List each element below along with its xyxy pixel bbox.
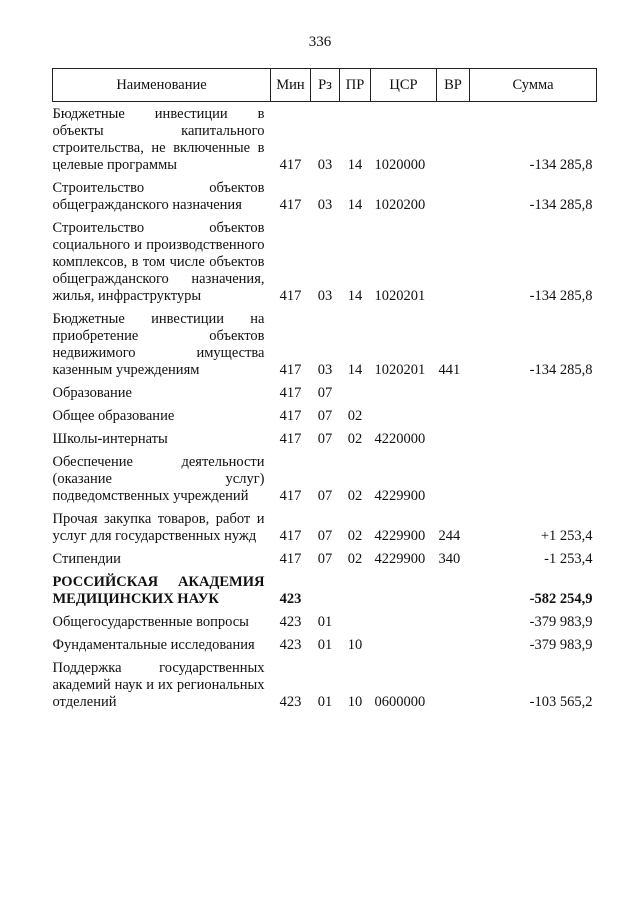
cell-rz — [311, 568, 340, 608]
cell-pr: 10 — [347, 694, 363, 710]
table-row — [53, 505, 597, 545]
cell-sum: -379 983,9 — [529, 637, 593, 653]
cell-name: Образование — [52, 385, 132, 401]
cell-csr — [371, 608, 437, 631]
cell-min: 417 — [279, 408, 302, 424]
page-number: 336 — [308, 34, 332, 50]
cell-vr — [437, 425, 470, 448]
cell-rz: 01 — [317, 637, 333, 653]
cell-sum: +1 253,4 — [540, 528, 593, 544]
cell-csr: 4229900 — [374, 528, 426, 544]
cell-name: РОССИЙСКАЯ АКАДЕМИЯ МЕДИЦИНСКИХ НАУК — [52, 574, 265, 607]
table-row — [53, 425, 597, 448]
table-row — [53, 214, 597, 305]
cell-rz: 07 — [317, 408, 333, 424]
cell-name: Общегосударственные вопросы — [52, 614, 249, 630]
cell-sum — [470, 425, 597, 448]
cell-pr: 02 — [347, 551, 363, 567]
table-header — [53, 69, 597, 102]
cell-pr: 02 — [347, 528, 363, 544]
cell-vr — [437, 448, 470, 505]
table-row — [53, 608, 597, 631]
header-min: Мин — [271, 69, 311, 102]
header-vr: ВР — [437, 69, 470, 102]
cell-vr — [437, 631, 470, 654]
cell-min: 423 — [279, 591, 302, 607]
cell-min: 417 — [279, 385, 302, 401]
table-row — [53, 568, 597, 608]
budget-table — [52, 68, 597, 711]
cell-min: 417 — [279, 197, 302, 213]
cell-sum: -582 254,9 — [529, 591, 593, 607]
cell-name: Бюджетные инвестиции на приобретение объектов недвижимого имущества казенным учреждениям — [52, 311, 265, 378]
cell-vr: 340 — [438, 551, 461, 567]
table-row — [53, 305, 597, 379]
cell-vr: 441 — [438, 362, 461, 378]
cell-rz: 07 — [317, 528, 333, 544]
cell-pr: 14 — [347, 362, 363, 378]
cell-csr: 4229900 — [374, 488, 426, 504]
cell-rz: 03 — [317, 362, 333, 378]
header-sum: Сумма — [470, 69, 597, 102]
cell-name: Фундаментальные исследования — [52, 637, 255, 653]
cell-min: 417 — [279, 288, 302, 304]
cell-name: Общее образование — [52, 408, 175, 424]
cell-name: Бюджетные инвестиции в объекты капитального строительства, не включенные в целевые программы — [52, 106, 265, 173]
cell-pr: 02 — [347, 408, 363, 424]
header-csr: ЦСР — [371, 69, 437, 102]
cell-vr — [437, 214, 470, 305]
cell-rz: 01 — [317, 694, 333, 710]
header-name: Наименование — [53, 69, 271, 102]
cell-csr — [371, 402, 437, 425]
cell-sum — [470, 448, 597, 505]
cell-pr: 14 — [347, 288, 363, 304]
header-pr: ПР — [340, 69, 371, 102]
cell-rz: 01 — [317, 614, 333, 630]
cell-min: 417 — [279, 488, 302, 504]
cell-min: 417 — [279, 362, 302, 378]
cell-pr — [340, 568, 371, 608]
cell-csr: 0600000 — [374, 694, 426, 710]
cell-name: Строительство объектов социального и производственного комплексов, в том числе объектов общегражданского назначения, жилья, инфраструктуры — [52, 220, 265, 304]
cell-min: 423 — [279, 614, 302, 630]
cell-rz: 03 — [317, 197, 333, 213]
cell-csr: 1020200 — [374, 197, 426, 213]
cell-csr: 4220000 — [374, 431, 426, 447]
cell-sum: -379 983,9 — [529, 614, 593, 630]
cell-vr — [437, 379, 470, 402]
cell-min: 417 — [279, 431, 302, 447]
table-row — [53, 545, 597, 568]
cell-name: Поддержка государственных академий наук и их региональных отделений — [52, 660, 265, 710]
cell-sum: -1 253,4 — [544, 551, 593, 567]
cell-pr: 02 — [347, 431, 363, 447]
cell-vr — [437, 402, 470, 425]
cell-vr — [437, 102, 470, 175]
cell-name: Прочая закупка товаров, работ и услуг для государственных нужд — [52, 511, 265, 544]
table-row — [53, 174, 597, 214]
cell-csr — [371, 631, 437, 654]
cell-sum: -134 285,8 — [529, 157, 593, 173]
cell-rz: 03 — [317, 288, 333, 304]
cell-vr — [437, 608, 470, 631]
cell-sum: -134 285,8 — [529, 362, 593, 378]
cell-name: Стипендии — [52, 551, 121, 567]
cell-pr: 14 — [347, 157, 363, 173]
cell-min: 417 — [279, 528, 302, 544]
cell-min: 417 — [279, 157, 302, 173]
cell-csr: 1020201 — [374, 288, 426, 304]
cell-vr — [437, 174, 470, 214]
header-rz: Рз — [311, 69, 340, 102]
cell-sum — [470, 402, 597, 425]
cell-csr: 4229900 — [374, 551, 426, 567]
cell-pr: 10 — [347, 637, 363, 653]
cell-pr — [340, 379, 371, 402]
cell-min: 423 — [279, 637, 302, 653]
cell-min: 423 — [279, 694, 302, 710]
cell-name: Школы-интернаты — [52, 431, 168, 447]
cell-pr: 02 — [347, 488, 363, 504]
cell-sum: -134 285,8 — [529, 197, 593, 213]
table-body — [53, 102, 597, 712]
cell-sum: -134 285,8 — [529, 288, 593, 304]
table-row — [53, 402, 597, 425]
cell-rz: 07 — [317, 551, 333, 567]
table-row — [53, 448, 597, 505]
cell-vr — [437, 654, 470, 711]
cell-sum: -103 565,2 — [529, 694, 593, 710]
cell-rz: 07 — [317, 488, 333, 504]
table-row — [53, 654, 597, 711]
cell-vr — [437, 568, 470, 608]
cell-rz: 07 — [317, 385, 333, 401]
cell-pr: 14 — [347, 197, 363, 213]
cell-csr: 1020201 — [374, 362, 426, 378]
cell-rz: 03 — [317, 157, 333, 173]
table-row — [53, 379, 597, 402]
cell-name: Строительство объектов общегражданского назначения — [52, 180, 265, 213]
table-row — [53, 102, 597, 175]
cell-csr — [371, 568, 437, 608]
cell-vr: 244 — [438, 528, 461, 544]
cell-csr: 1020000 — [374, 157, 426, 173]
cell-rz: 07 — [317, 431, 333, 447]
cell-pr — [340, 608, 371, 631]
cell-min: 417 — [279, 551, 302, 567]
cell-name: Обеспечение деятельности (оказание услуг) подведомственных учреждений — [52, 454, 265, 504]
cell-sum — [470, 379, 597, 402]
table-row — [53, 631, 597, 654]
cell-csr — [371, 379, 437, 402]
